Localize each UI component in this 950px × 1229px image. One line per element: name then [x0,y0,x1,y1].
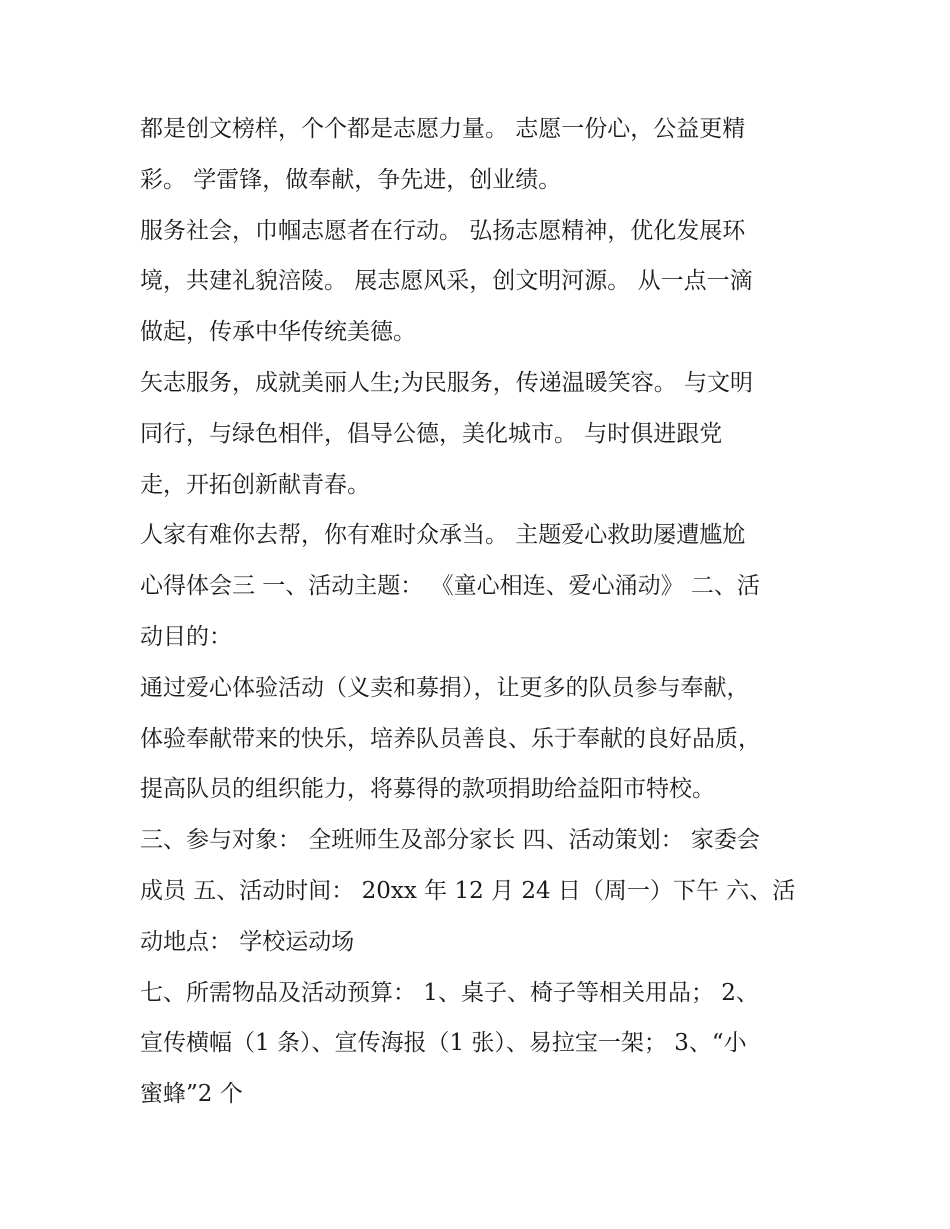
text-line: 走，开拓创新献青春。 [140,471,370,498]
text-line: 宣传横幅（1 条）、宣传海报（1 张）、易拉宝一架； 3、“小 [140,1030,747,1057]
paragraph-activity-purpose [140,663,812,815]
text-line: 通过爱心体验活动（义卖和募捐），让更多的队员参与奉献， [140,674,750,701]
text-line: 同行，与绿色相伴，倡导公德，美化城市。 与时俱进跟党 [140,420,723,447]
text-line: 境，共建礼貌涪陵。 展志愿风采，创文明河源。 从一点一滴 [140,268,753,295]
text-line: 矢志服务，成就美丽人生;为民服务，传递温暖笑容。 与文明 [140,369,754,396]
text-line: 服务社会，巾帼志愿者在行动。 弘扬志愿精神，优化发展环 [140,217,746,244]
paragraph-volunteer-slogans-3 [140,358,812,510]
paragraph-materials-budget [140,968,812,1120]
text-line: 人家有难你去帮，你有难时众承当。 主题爱心救助屡遭尴尬 [140,522,746,549]
text-line: 三、参与对象： 全班师生及部分家长 四、活动策划： 家委会 [140,827,760,854]
text-line: 成员 五、活动时间： 20xx 年 12 月 24 日（周一）下午 六、活 [140,877,796,904]
document-body [140,104,812,1120]
paragraph-volunteer-slogans-1 [140,104,812,206]
text-line: 七、所需物品及活动预算： 1、桌子、椅子等相关用品； 2、 [140,979,759,1006]
paragraph-activity-theme [140,510,812,662]
text-line: 动地点： 学校运动场 [140,928,355,955]
text-line: 做起，传承中华传统美德。 [140,319,416,346]
text-line: 提高队员的组织能力，将募得的款项捐助给益阳市特校。 [140,776,715,803]
text-line: 动目的： [140,623,232,650]
text-line: 都是创文榜样，个个都是志愿力量。 志愿一份心，公益更精 [140,116,746,142]
text-line: 蜜蜂”2 个 [140,1081,243,1108]
text-line: 体验奉献带来的快乐，培养队员善良、乐于奉献的良好品质， [140,725,761,752]
text-line: 心得体会三 一、活动主题： 《童心相连、爱心涌动》 二、活 [140,573,760,600]
text-line: 彩。 学雷锋，做奉献，争先进，创业绩。 [140,166,562,193]
paragraph-volunteer-slogans-2 [140,206,812,358]
paragraph-activity-details [140,815,812,967]
